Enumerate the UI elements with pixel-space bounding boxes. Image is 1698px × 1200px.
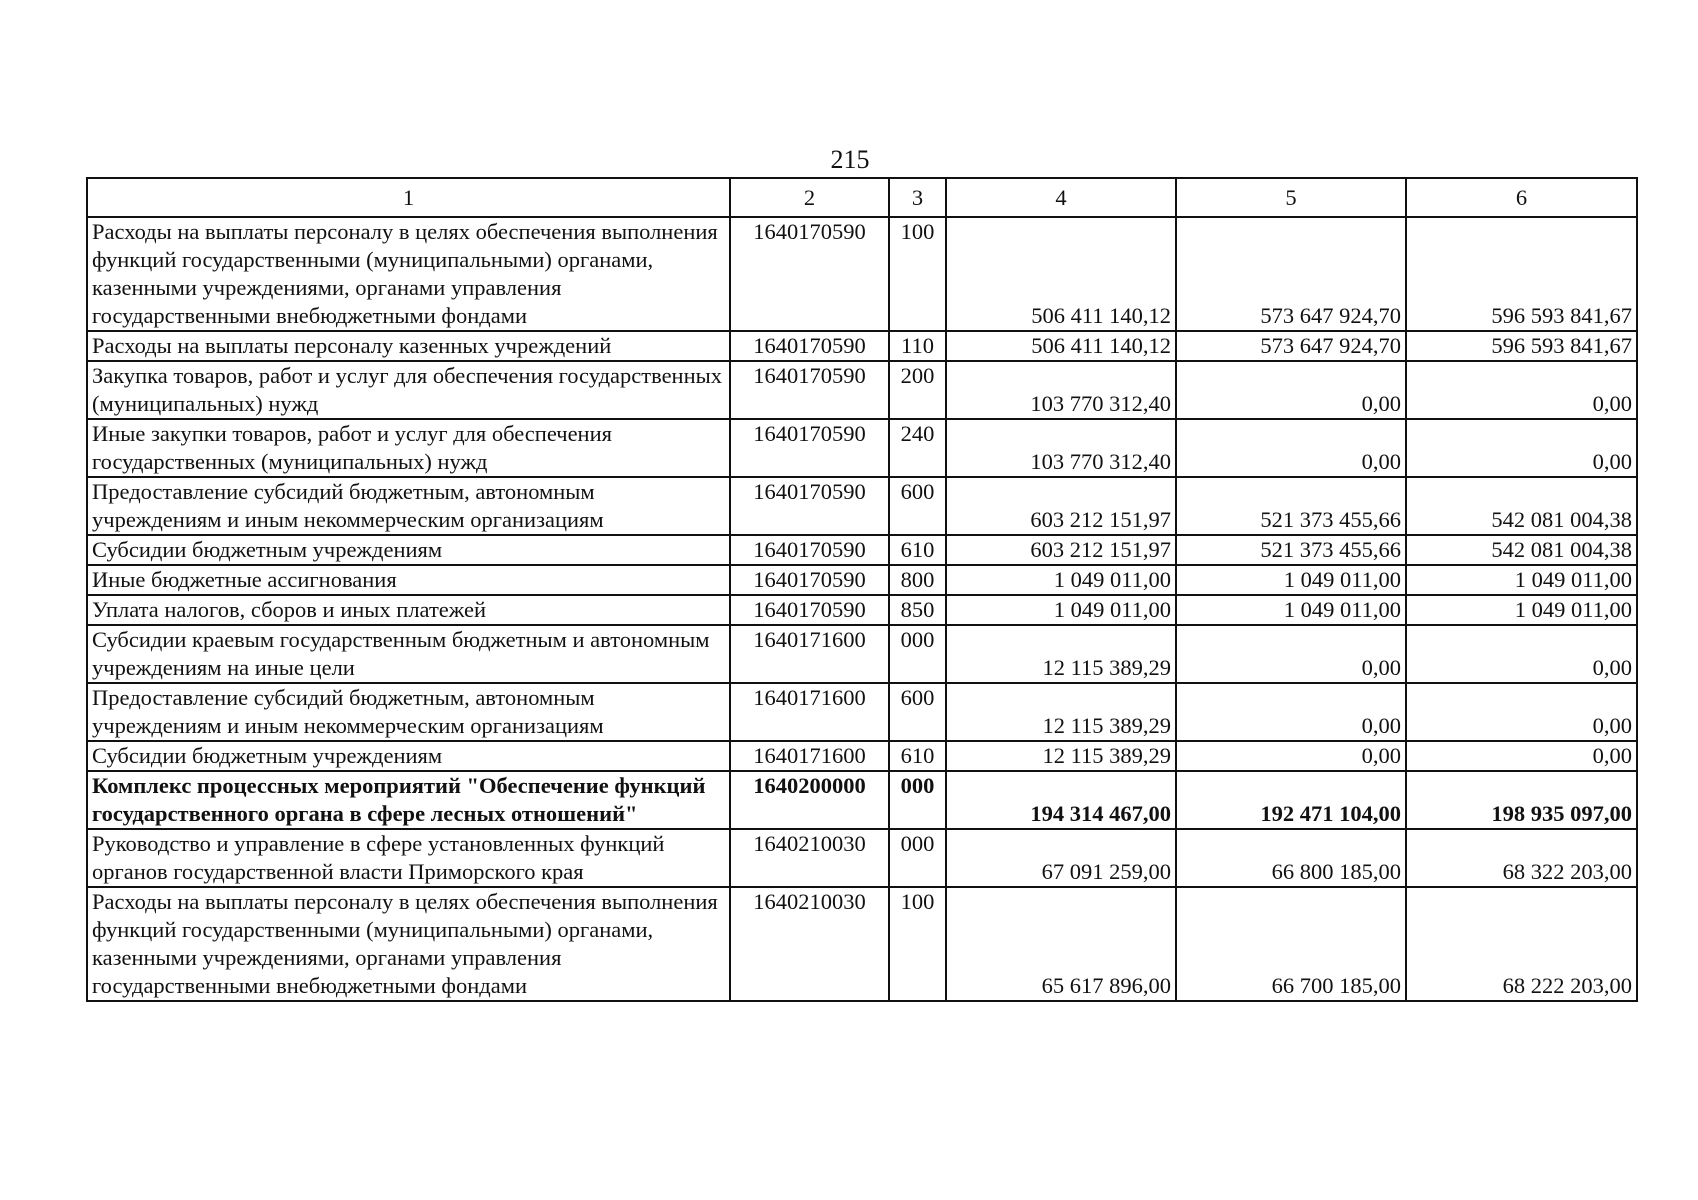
table-row bbox=[87, 217, 1637, 331]
value-col4-cell: 603 212 151,97 bbox=[946, 535, 1176, 565]
value-col5-cell: 573 647 924,70 bbox=[1176, 331, 1406, 361]
code-cell: 1640170590 bbox=[730, 595, 889, 625]
header-cell-5: 5 bbox=[1176, 178, 1406, 217]
code-cell: 1640170590 bbox=[730, 331, 889, 361]
table-row bbox=[87, 477, 1637, 535]
name-cell: Предоставление субсидий бюджетным, автономным учреждениям и иным некоммерческим организациям bbox=[87, 683, 730, 741]
code-cell: 1640210030 bbox=[730, 887, 889, 1001]
table-row bbox=[87, 331, 1637, 361]
value-col6-cell: 0,00 bbox=[1406, 683, 1637, 741]
value-col5-cell: 521 373 455,66 bbox=[1176, 477, 1406, 535]
value-col6-cell: 542 081 004,38 bbox=[1406, 477, 1637, 535]
value-col6-cell: 0,00 bbox=[1406, 361, 1637, 419]
table-body bbox=[87, 178, 1637, 1001]
value-col6-cell: 1 049 011,00 bbox=[1406, 565, 1637, 595]
value-col5-cell: 1 049 011,00 bbox=[1176, 595, 1406, 625]
header-cell-3: 3 bbox=[889, 178, 946, 217]
table-row bbox=[87, 771, 1637, 829]
value-col6-cell: 542 081 004,38 bbox=[1406, 535, 1637, 565]
value-col6-cell: 198 935 097,00 bbox=[1406, 771, 1637, 829]
value-col5-cell: 0,00 bbox=[1176, 625, 1406, 683]
name-cell: Закупка товаров, работ и услуг для обеспечения государственных (муниципальных) нужд bbox=[87, 361, 730, 419]
value-col4-cell: 194 314 467,00 bbox=[946, 771, 1176, 829]
table-row bbox=[87, 535, 1637, 565]
name-cell: Комплекс процессных мероприятий "Обеспечение функций государственного органа в сфере лесных отношений" bbox=[87, 771, 730, 829]
value-col5-cell: 0,00 bbox=[1176, 419, 1406, 477]
header-cell-4: 4 bbox=[946, 178, 1176, 217]
value-col6-cell: 68 322 203,00 bbox=[1406, 829, 1637, 887]
value-col5-cell: 1 049 011,00 bbox=[1176, 565, 1406, 595]
type-cell: 200 bbox=[889, 361, 946, 419]
type-cell: 850 bbox=[889, 595, 946, 625]
value-col6-cell: 0,00 bbox=[1406, 741, 1637, 771]
name-cell: Субсидии краевым государственным бюджетным и автономным учреждениям на иные цели bbox=[87, 625, 730, 683]
name-cell: Руководство и управление в сфере установленных функций органов государственной власти Приморского края bbox=[87, 829, 730, 887]
code-cell: 1640171600 bbox=[730, 625, 889, 683]
value-col5-cell: 573 647 924,70 bbox=[1176, 217, 1406, 331]
code-cell: 1640170590 bbox=[730, 535, 889, 565]
value-col4-cell: 103 770 312,40 bbox=[946, 419, 1176, 477]
value-col4-cell: 12 115 389,29 bbox=[946, 683, 1176, 741]
code-cell: 1640171600 bbox=[730, 741, 889, 771]
code-cell: 1640170590 bbox=[730, 217, 889, 331]
type-cell: 610 bbox=[889, 741, 946, 771]
header-cell-1: 1 bbox=[87, 178, 730, 217]
table-row bbox=[87, 419, 1637, 477]
value-col4-cell: 65 617 896,00 bbox=[946, 887, 1176, 1001]
value-col4-cell: 1 049 011,00 bbox=[946, 595, 1176, 625]
code-cell: 1640170590 bbox=[730, 361, 889, 419]
value-col4-cell: 506 411 140,12 bbox=[946, 331, 1176, 361]
value-col6-cell: 68 222 203,00 bbox=[1406, 887, 1637, 1001]
table-row bbox=[87, 683, 1637, 741]
value-col5-cell: 66 800 185,00 bbox=[1176, 829, 1406, 887]
code-cell: 1640200000 bbox=[730, 771, 889, 829]
name-cell: Иные бюджетные ассигнования bbox=[87, 565, 730, 595]
page-number: 215 bbox=[830, 145, 870, 174]
value-col5-cell: 0,00 bbox=[1176, 683, 1406, 741]
name-cell: Расходы на выплаты персоналу в целях обеспечения выполнения функций государственными (муниципальными) органами, казенными учреждениями, органами управления государственными внебюджетными фондами bbox=[87, 217, 730, 331]
type-cell: 240 bbox=[889, 419, 946, 477]
value-col4-cell: 506 411 140,12 bbox=[946, 217, 1176, 331]
value-col5-cell: 192 471 104,00 bbox=[1176, 771, 1406, 829]
value-col4-cell: 1 049 011,00 bbox=[946, 565, 1176, 595]
value-col6-cell: 0,00 bbox=[1406, 419, 1637, 477]
value-col5-cell: 0,00 bbox=[1176, 741, 1406, 771]
code-cell: 1640170590 bbox=[730, 565, 889, 595]
type-cell: 000 bbox=[889, 771, 946, 829]
name-cell: Уплата налогов, сборов и иных платежей bbox=[87, 595, 730, 625]
type-cell: 000 bbox=[889, 829, 946, 887]
value-col4-cell: 603 212 151,97 bbox=[946, 477, 1176, 535]
type-cell: 100 bbox=[889, 887, 946, 1001]
header-cell-2: 2 bbox=[730, 178, 889, 217]
type-cell: 600 bbox=[889, 477, 946, 535]
name-cell: Субсидии бюджетным учреждениям bbox=[87, 535, 730, 565]
value-col5-cell: 0,00 bbox=[1176, 361, 1406, 419]
table-row bbox=[87, 361, 1637, 419]
table-row bbox=[87, 565, 1637, 595]
table-row bbox=[87, 595, 1637, 625]
value-col6-cell: 596 593 841,67 bbox=[1406, 331, 1637, 361]
value-col4-cell: 103 770 312,40 bbox=[946, 361, 1176, 419]
header-cell-6: 6 bbox=[1406, 178, 1637, 217]
budget-table bbox=[86, 177, 1638, 1002]
type-cell: 600 bbox=[889, 683, 946, 741]
table-row bbox=[87, 829, 1637, 887]
value-col5-cell: 521 373 455,66 bbox=[1176, 535, 1406, 565]
name-cell: Расходы на выплаты персоналу казенных учреждений bbox=[87, 331, 730, 361]
value-col6-cell: 1 049 011,00 bbox=[1406, 595, 1637, 625]
code-cell: 1640170590 bbox=[730, 419, 889, 477]
value-col5-cell: 66 700 185,00 bbox=[1176, 887, 1406, 1001]
type-cell: 110 bbox=[889, 331, 946, 361]
name-cell: Предоставление субсидий бюджетным, автономным учреждениям и иным некоммерческим организациям bbox=[87, 477, 730, 535]
header-row bbox=[87, 178, 1637, 217]
name-cell: Субсидии бюджетным учреждениям bbox=[87, 741, 730, 771]
type-cell: 100 bbox=[889, 217, 946, 331]
name-cell: Расходы на выплаты персоналу в целях обеспечения выполнения функций государственными (муниципальными) органами, казенными учреждениями, органами управления государственными внебюджетными фондами bbox=[87, 887, 730, 1001]
type-cell: 610 bbox=[889, 535, 946, 565]
table-row bbox=[87, 741, 1637, 771]
table-row bbox=[87, 625, 1637, 683]
type-cell: 000 bbox=[889, 625, 946, 683]
value-col4-cell: 67 091 259,00 bbox=[946, 829, 1176, 887]
code-cell: 1640171600 bbox=[730, 683, 889, 741]
code-cell: 1640170590 bbox=[730, 477, 889, 535]
type-cell: 800 bbox=[889, 565, 946, 595]
code-cell: 1640210030 bbox=[730, 829, 889, 887]
value-col4-cell: 12 115 389,29 bbox=[946, 625, 1176, 683]
name-cell: Иные закупки товаров, работ и услуг для обеспечения государственных (муниципальных) нужд bbox=[87, 419, 730, 477]
value-col4-cell: 12 115 389,29 bbox=[946, 741, 1176, 771]
table-row bbox=[87, 887, 1637, 1001]
value-col6-cell: 0,00 bbox=[1406, 625, 1637, 683]
value-col6-cell: 596 593 841,67 bbox=[1406, 217, 1637, 331]
